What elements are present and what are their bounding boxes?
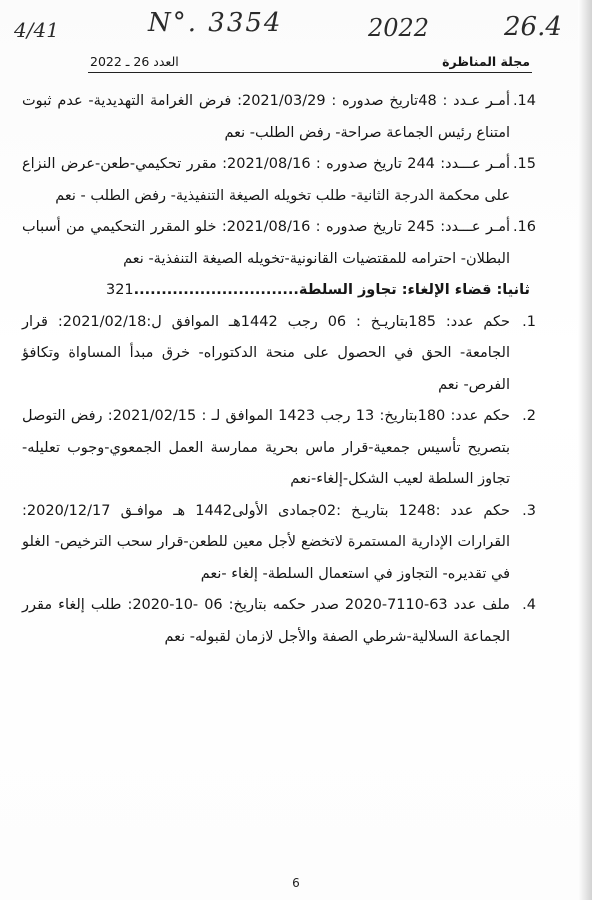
item-text: أمـر عـدد : 48تاريخ صدوره : 2021/03/29: فرض الغرامة التهديدية- عدم ثبوت امتناع رئيس الجماعة صراحة- رفض الطلب- نعم: [22, 93, 510, 141]
item-text: ملف عدد 63-7110-2020 صدر حكمه بتاريخ: 06 -10-2020: طلب إلغاء مقرر الجماعة السلالية-شرطي الصفة والأجل لازمان لقبوله- نعم: [22, 597, 511, 645]
item-text: حكم عدد: 180بتاريخ: 13 رجب 1423 الموافق لـ : 2021/02/15: رفض التوصل بتصريح تأسيس جمعية-قرار ماس بحرية ممارسة العمل الجمعوي-وجوب تعليله- تجاوز السلطة لعيب الشكل-إلغاء-نعم: [22, 408, 510, 487]
item-text: أمـر عـــدد: 245 تاريخ صدوره : 2021/08/16: خلو المقرر التحكيمي من أسباب البطلان- احترامه للمقتضيات القانونية-تخويله الصيغة التنفذية- نعم: [22, 219, 510, 267]
section-leader-dots: ..............................: [133, 282, 299, 298]
list-item: [22, 401, 536, 496]
section-page-number: 321: [105, 282, 134, 298]
item-number: 4.: [522, 597, 536, 613]
handwritten-note: 4/41: [14, 18, 59, 42]
item-number: 16.: [512, 219, 536, 235]
item-number: 1.: [522, 313, 536, 330]
list-item: [22, 307, 536, 402]
item-text: حكم عدد: 185بتاريـخ : 06 رجب 1442هـ الموافق ل:2021/02/18: قرار الجامعة- الحق في الحصول على منحة الدكتوراه- خرق مبدأ المساواة وتكافؤ الفرص- نعم: [22, 313, 510, 393]
handwritten-corner-note: 26.4: [504, 12, 562, 42]
table-of-contents: [22, 86, 536, 653]
item-number: 2.: [522, 408, 536, 424]
page-number: 6: [292, 876, 300, 890]
item-number: 15.: [512, 156, 536, 172]
section-title: ثانيا: قضاء الإلغاء: تجاوز السلطة: [298, 282, 530, 298]
list-item: [22, 496, 536, 591]
item-text: حكم عدد :1248 بتاريـخ :02جمادى الأولى1442 هـ موافـق 2020/12/17: القرارات الإدارية المستمرة لاتخضع لأجل معين للطعن-قرار سحب الترخيص- الغلو في تقديره- التجاوز في استعمال السلطة- إلغاء -نعم: [22, 502, 510, 582]
handwritten-year: 2022: [368, 14, 430, 42]
item-text: أمـر عـــدد: 244 تاريخ صدوره : 2021/08/16: مقرر تحكيمي-طعن-عرض النزاع على محكمة الدرجة الثانية- طلب تخويله الصيغة التنفيذية- رفض الطلب - نعم: [22, 156, 510, 204]
header-rule: [88, 72, 532, 73]
list-item: [22, 590, 536, 653]
running-header: [90, 54, 530, 72]
issue-number: العدد 26 ـ 2022: [90, 54, 179, 69]
list-item: [22, 149, 536, 212]
list-item: [22, 86, 536, 149]
journal-title: مجلة المناظرة: [442, 54, 530, 69]
section-heading: [22, 275, 530, 307]
item-number: 14.: [512, 93, 536, 109]
item-number: 3.: [522, 502, 536, 519]
handwritten-number: N°. 3354: [148, 8, 283, 38]
list-item: [22, 212, 536, 275]
page-edge-shadow: [578, 0, 592, 900]
